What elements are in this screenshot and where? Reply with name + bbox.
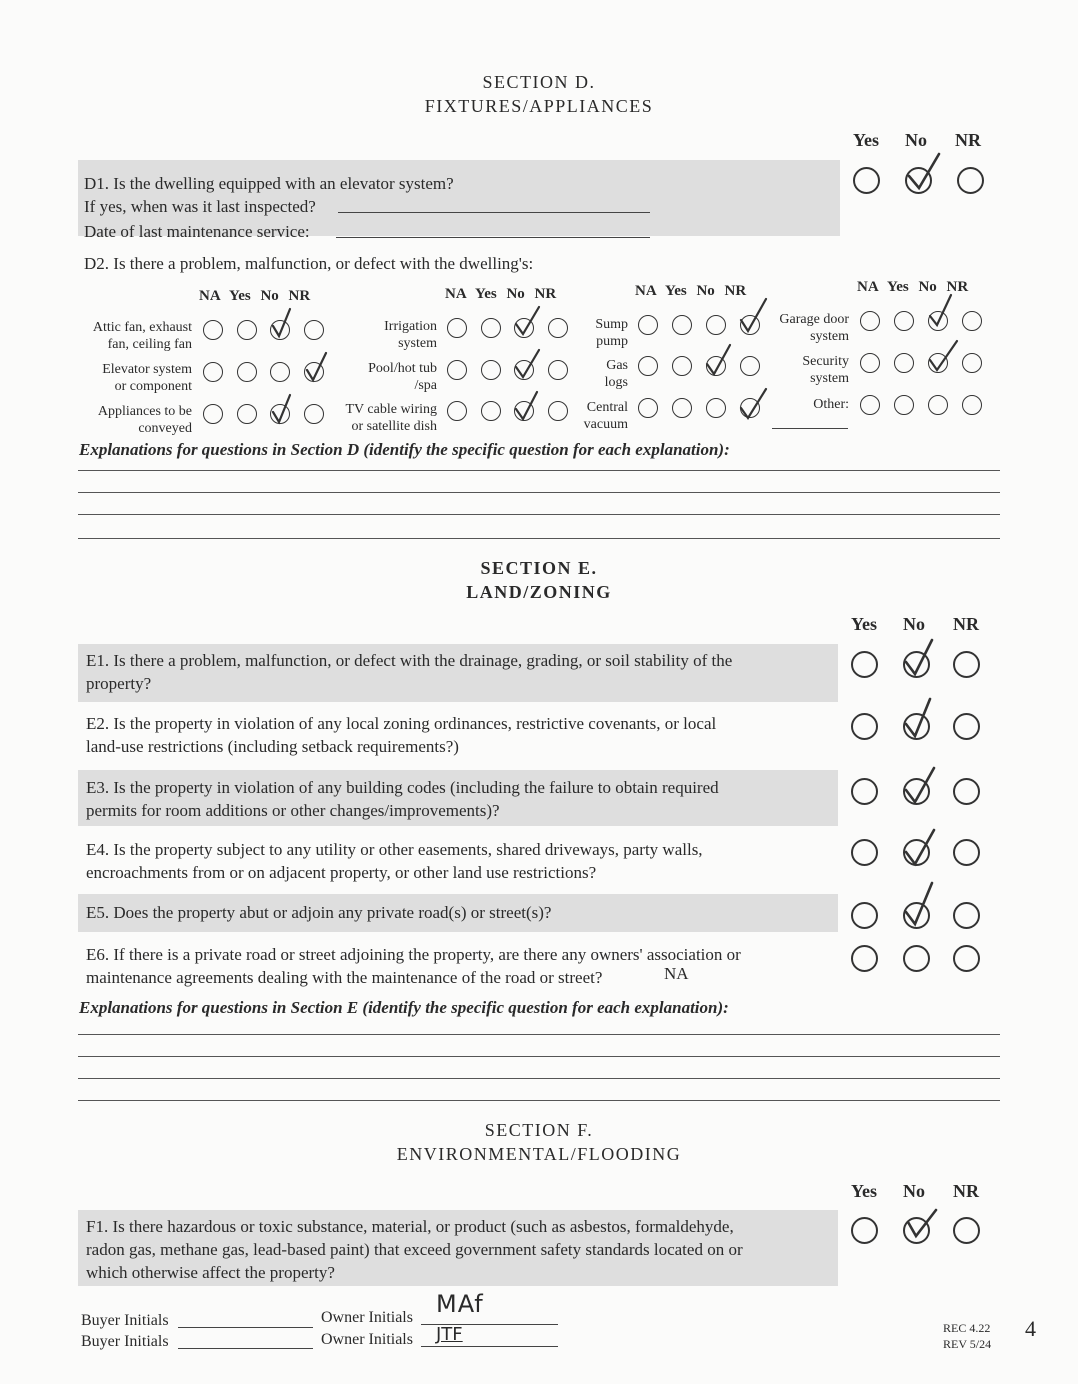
d1-no-checkmark-icon: [903, 150, 943, 194]
tv-no-checkmark-icon: [511, 389, 543, 423]
d2-grid-header-2: NA Yes No NR: [445, 286, 557, 302]
d2-item-label: /spa: [414, 378, 437, 393]
d2-item-2-yes-radio[interactable]: [237, 362, 257, 382]
d2-item-central-vacuum: [560, 399, 628, 433]
d2-grid-header-3: NA Yes No NR: [635, 283, 747, 299]
d1-question: D1. Is the dwelling equipped with an elevator system?: [84, 174, 454, 193]
col-no-label: No: [905, 130, 927, 150]
section-e-explanation-line[interactable]: [78, 1078, 1000, 1079]
f1-nr-radio[interactable]: [953, 1217, 980, 1244]
d2-item-other: [762, 396, 849, 413]
e4-line: encroachments from or on adjacent property, or other land use restrictions?: [86, 863, 597, 882]
d2-item-label: Other:: [813, 397, 849, 412]
d1-yes-radio[interactable]: [853, 167, 880, 194]
d2-item-label: Security: [802, 354, 849, 369]
e5-question: [86, 901, 551, 924]
e1-yes-radio[interactable]: [851, 651, 878, 678]
col-yes-label: Yes: [851, 1181, 877, 1201]
buyer-initials-field-1[interactable]: [178, 1327, 313, 1328]
d2-item-1-na-radio[interactable]: [203, 320, 223, 340]
appliances-no-checkmark-icon: [268, 392, 296, 426]
d2-item-5-na-radio[interactable]: [447, 360, 467, 380]
d2-item-7-na-radio[interactable]: [638, 315, 658, 335]
d2-item-11-nr-radio[interactable]: [962, 353, 982, 373]
e5-nr-radio[interactable]: [953, 902, 980, 929]
e3-line: permits for room additions or other changes/improvements)?: [86, 801, 500, 820]
e4-yes-radio[interactable]: [851, 839, 878, 866]
elevator-nr-checkmark-icon: [302, 350, 330, 384]
e6-yes-radio[interactable]: [851, 945, 878, 972]
d2-item-elevator: [70, 361, 192, 395]
d2-grid-header-1: NA Yes No NR: [199, 288, 311, 304]
e5-no-checkmark-icon: [900, 880, 940, 930]
d2-item-label: system: [810, 329, 849, 344]
e3-nr-radio[interactable]: [953, 778, 980, 805]
d1-maintenance-label: Date of last maintenance service:: [84, 222, 310, 241]
d2-item-label: Central: [586, 400, 628, 415]
d2-item-10-nr-radio[interactable]: [962, 311, 982, 331]
col-no-label: No: [903, 614, 925, 634]
col-nr-label: NR: [953, 614, 979, 634]
owner-initials-label-1: Owner Initials: [321, 1309, 413, 1326]
d2-item-label: Pool/hot tub: [368, 361, 437, 376]
d2-item-security: [762, 353, 849, 387]
vacuum-nr-checkmark-icon: [736, 386, 770, 422]
f1-no-checkmark-icon: [902, 1206, 942, 1242]
d2-item-9-yes-radio[interactable]: [672, 398, 692, 418]
d2-item-9-no-radio[interactable]: [706, 398, 726, 418]
section-f-title: SECTION F.: [484, 1120, 594, 1140]
section-e-explanations-label: Explanations for questions in Section E (identify the specific question for each explanation):: [79, 998, 729, 1017]
d2-item-7-yes-radio[interactable]: [672, 315, 692, 335]
d2-item-label: or component: [114, 379, 192, 394]
d2-item-label: system: [398, 336, 437, 351]
col-no-label: No: [903, 1181, 925, 1201]
e3-line: E3. Is the property in violation of any building codes (including the failure to obtain required: [86, 778, 719, 797]
pool-no-checkmark-icon: [511, 347, 543, 381]
form-code: REC 4.22: [943, 1321, 991, 1335]
d2-item-12-no-radio[interactable]: [928, 395, 948, 415]
section-f-subtitle: ENVIRONMENTAL/FLOODING: [396, 1144, 682, 1164]
d2-item-attic-fan: [70, 319, 192, 353]
e3-yes-radio[interactable]: [851, 778, 878, 805]
attic-no-checkmark-icon: [268, 306, 296, 340]
e2-question: [86, 712, 716, 758]
e6-no-radio[interactable]: [903, 945, 930, 972]
form-revision: REV 5/24: [943, 1337, 992, 1351]
d2-item-12-nr-radio[interactable]: [962, 395, 982, 415]
d2-item-label: fan, ceiling fan: [107, 337, 192, 352]
d2-item-label: Gas: [606, 358, 628, 373]
d2-item-4-na-radio[interactable]: [447, 318, 467, 338]
section-d-explanation-line[interactable]: [78, 538, 1000, 539]
e1-no-checkmark-icon: [900, 636, 940, 680]
d2-other-field[interactable]: [772, 428, 848, 429]
section-e-explanation-line[interactable]: [78, 1034, 1000, 1035]
d1-inspected-field[interactable]: [338, 212, 650, 213]
sump-nr-checkmark-icon: [736, 296, 770, 336]
section-d-explanation-line[interactable]: [78, 514, 1000, 515]
section-e-subtitle: LAND/ZONING: [466, 582, 612, 602]
section-e-explanation-line[interactable]: [78, 1056, 1000, 1057]
d2-item-4-yes-radio[interactable]: [481, 318, 501, 338]
d2-item-3-na-radio[interactable]: [203, 404, 223, 424]
buyer-initials-label-2: Buyer Initials: [81, 1333, 169, 1350]
section-d-subtitle: FIXTURES/APPLIANCES: [424, 96, 654, 116]
e2-line: E2. Is the property in violation of any local zoning ordinances, restrictive covenants, or local: [86, 714, 717, 733]
garage-no-checkmark-icon: [925, 292, 959, 330]
d1-inspected-label: If yes, when was it last inspected?: [84, 197, 316, 216]
e1-line: E1. Is there a problem, malfunction, or defect with the drainage, grading, or soil stability of the: [86, 651, 733, 670]
e6-line: maintenance agreements dealing with the maintenance of the road or street?: [86, 968, 603, 987]
f1-question: [86, 1215, 743, 1284]
e1-question: [86, 649, 732, 695]
d2-item-9-na-radio[interactable]: [638, 398, 658, 418]
e5-yes-radio[interactable]: [851, 902, 878, 929]
d2-grid-header-4: NA Yes No NR: [857, 279, 969, 295]
d2-item-label: Appliances to be: [97, 404, 192, 419]
d2-item-2-na-radio[interactable]: [203, 362, 223, 382]
d2-item-10-yes-radio[interactable]: [894, 311, 914, 331]
owner-2-signature: JTF: [436, 1324, 463, 1345]
d2-item-8-nr-radio[interactable]: [740, 356, 760, 376]
irrigation-no-checkmark-icon: [511, 304, 543, 338]
d2-item-11-yes-radio[interactable]: [894, 353, 914, 373]
d2-item-6-yes-radio[interactable]: [481, 401, 501, 421]
d1-maintenance-field[interactable]: [336, 237, 650, 238]
d2-item-appliances: [70, 403, 192, 437]
d2-item-label: vacuum: [583, 417, 628, 432]
d2-item-garage-door: [762, 311, 849, 345]
d1-nr-radio[interactable]: [957, 167, 984, 194]
owner-initials-label-2: Owner Initials: [321, 1331, 413, 1348]
section-d-explanations-label: Explanations for questions in Section D (identify the specific question for each explanation):: [79, 440, 730, 459]
e2-nr-radio[interactable]: [953, 713, 980, 740]
e5-line: E5. Does the property abut or adjoin any private road(s) or street(s)?: [86, 903, 552, 922]
section-d-title: SECTION D.: [482, 72, 596, 92]
f1-line: F1. Is there hazardous or toxic substance, material, or product (such as asbestos, formaldehyde,: [86, 1217, 734, 1236]
d2-item-1-nr-radio[interactable]: [304, 320, 324, 340]
d2-item-3-yes-radio[interactable]: [237, 404, 257, 424]
d2-item-label: TV cable wiring: [345, 402, 437, 417]
owner-1-signature: MAf: [436, 1290, 484, 1318]
page-number: 4: [1025, 1316, 1036, 1341]
e6-question: [86, 943, 741, 989]
d2-item-8-na-radio[interactable]: [638, 356, 658, 376]
e2-yes-radio[interactable]: [851, 713, 878, 740]
d2-item-11-na-radio[interactable]: [860, 353, 880, 373]
e6-line: E6. If there is a private road or street adjoining the property, are there any owners' association or: [86, 945, 741, 964]
d2-item-label: Elevator system: [102, 362, 192, 377]
col-yes-label: Yes: [853, 130, 879, 150]
d2-item-2-no-radio[interactable]: [270, 362, 290, 382]
d2-item-8-yes-radio[interactable]: [672, 356, 692, 376]
security-no-checkmark-icon: [925, 338, 961, 374]
e3-question: [86, 776, 719, 822]
d2-item-label: Sump: [595, 317, 628, 332]
section-d-explanation-line[interactable]: [78, 470, 1000, 471]
d2-item-tv-cable: [320, 401, 437, 435]
buyer-initials-field-2[interactable]: [178, 1348, 313, 1349]
col-yes-label: Yes: [851, 614, 877, 634]
col-nr-label: NR: [953, 1181, 979, 1201]
d2-item-12-na-radio[interactable]: [860, 395, 880, 415]
d2-item-pool: [320, 360, 437, 394]
section-e-explanation-line[interactable]: [78, 1100, 1000, 1101]
d2-item-label: system: [810, 371, 849, 386]
d2-item-gas-logs: [560, 357, 628, 391]
section-d-explanation-line[interactable]: [78, 492, 1000, 493]
f1-line: which otherwise affect the property?: [86, 1263, 335, 1282]
d2-item-irrigation: [320, 318, 437, 352]
d2-item-label: logs: [604, 375, 628, 390]
e4-nr-radio[interactable]: [953, 839, 980, 866]
d2-item-sump-pump: [560, 316, 628, 350]
e1-line: property?: [86, 674, 152, 693]
d2-item-12-yes-radio[interactable]: [894, 395, 914, 415]
d2-item-5-yes-radio[interactable]: [481, 360, 501, 380]
e4-no-checkmark-icon: [900, 826, 940, 870]
d2-item-label: or satellite dish: [351, 419, 437, 434]
d2-item-label: conveyed: [138, 421, 192, 436]
e4-line: E4. Is the property subject to any utility or other easements, shared driveways, party walls,: [86, 840, 703, 859]
d2-item-6-na-radio[interactable]: [447, 401, 467, 421]
e2-line: land-use restrictions (including setback requirements?): [86, 737, 459, 756]
d2-item-label: Attic fan, exhaust: [92, 320, 192, 335]
f1-line: radon gas, methane gas, lead-based paint) that exceed government safety standards located on or: [86, 1240, 743, 1259]
d2-item-3-nr-radio[interactable]: [304, 404, 324, 424]
col-nr-label: NR: [955, 130, 981, 150]
d2-item-label: Irrigation: [384, 319, 437, 334]
e1-nr-radio[interactable]: [953, 651, 980, 678]
section-e-title: SECTION E.: [480, 558, 598, 578]
e3-no-checkmark-icon: [900, 764, 940, 808]
buyer-initials-label-1: Buyer Initials: [81, 1312, 169, 1329]
d2-item-5-nr-radio[interactable]: [548, 360, 568, 380]
e6-handwritten-na: NA: [664, 964, 689, 983]
owner-initials-field-2[interactable]: [421, 1346, 558, 1347]
d2-item-6-nr-radio[interactable]: [548, 401, 568, 421]
e6-nr-radio[interactable]: [953, 945, 980, 972]
d2-item-label: Garage door: [779, 312, 849, 327]
gas-no-checkmark-icon: [702, 342, 736, 378]
e4-question: [86, 838, 703, 884]
d2-item-1-yes-radio[interactable]: [237, 320, 257, 340]
d2-item-10-na-radio[interactable]: [860, 311, 880, 331]
d2-question: D2. Is there a problem, malfunction, or defect with the dwelling's:: [84, 254, 534, 273]
d2-item-7-no-radio[interactable]: [706, 315, 726, 335]
e2-no-checkmark-icon: [900, 696, 940, 742]
d2-item-4-nr-radio[interactable]: [548, 318, 568, 338]
d2-item-label: pump: [596, 334, 628, 349]
f1-yes-radio[interactable]: [851, 1217, 878, 1244]
